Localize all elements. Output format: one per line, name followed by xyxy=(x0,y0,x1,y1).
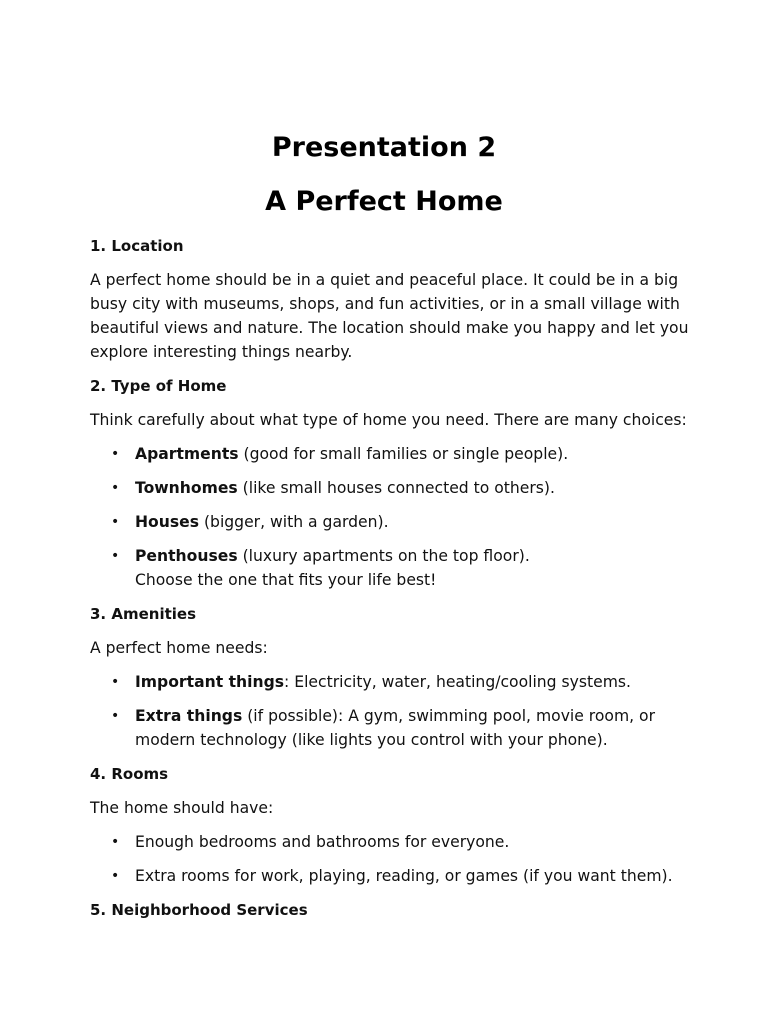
list-item xyxy=(90,544,690,592)
document-subtitle: A Perfect Home xyxy=(265,186,503,217)
list-item-term: Townhomes xyxy=(135,479,238,497)
list-item xyxy=(90,510,690,534)
list-item-text: Extra rooms for work, playing, reading, or games (if you want them). xyxy=(135,867,673,885)
bullet-list xyxy=(90,442,690,592)
list-item-text: Enough bedrooms and bathrooms for everyone. xyxy=(135,833,510,851)
bullet-icon: • xyxy=(111,674,120,690)
bullet-list xyxy=(90,830,690,888)
bullet-icon: • xyxy=(111,868,120,884)
section-rooms xyxy=(90,762,690,888)
list-item-note: Choose the one that fits your life best! xyxy=(135,571,437,589)
list-item-text: (like small houses connected to others). xyxy=(237,479,555,497)
list-item-text: (luxury apartments on the top floor). xyxy=(237,547,530,565)
section-type-of-home xyxy=(90,374,690,592)
list-item-text: (bigger, with a garden). xyxy=(199,513,389,531)
list-item-term: Penthouses xyxy=(135,547,238,565)
section-heading: 5. Neighborhood Services xyxy=(90,901,308,919)
list-item xyxy=(90,830,690,854)
list-item-text: (if possible): A gym, swimming pool, movie room, or modern technology (like lights you control with your phone). xyxy=(135,707,656,749)
list-item-term: Extra things xyxy=(135,707,243,725)
list-item-term: Houses xyxy=(135,513,200,531)
bullet-icon: • xyxy=(111,708,120,724)
section-paragraph: A perfect home needs: xyxy=(90,639,268,657)
bullet-icon: • xyxy=(111,514,120,530)
bullet-list xyxy=(90,670,690,752)
bullet-icon: • xyxy=(111,834,120,850)
list-item xyxy=(90,864,690,888)
section-amenities xyxy=(90,602,690,752)
list-item-term: Apartments xyxy=(135,445,239,463)
section-paragraph: A perfect home should be in a quiet and peaceful place. It could be in a big busy city with museums, shops, and fun activities, or in a small village with beautiful views and nature. The location should make you happy and let you explore interesting things nearby. xyxy=(90,271,689,361)
document-body xyxy=(90,234,690,932)
list-item-term: Important things xyxy=(135,673,285,691)
list-item xyxy=(90,670,690,694)
section-paragraph: The home should have: xyxy=(90,799,274,817)
list-item-text: : Electricity, water, heating/cooling systems. xyxy=(284,673,631,691)
section-neighborhood-services xyxy=(90,898,690,922)
list-item xyxy=(90,442,690,466)
section-heading: 4. Rooms xyxy=(90,765,169,783)
section-location xyxy=(90,234,690,364)
list-item-text: (good for small families or single people). xyxy=(238,445,569,463)
list-item xyxy=(90,476,690,500)
bullet-icon: • xyxy=(111,548,120,564)
section-heading: 3. Amenities xyxy=(90,605,197,623)
section-heading: 2. Type of Home xyxy=(90,377,227,395)
bullet-icon: • xyxy=(111,446,120,462)
section-heading: 1. Location xyxy=(90,237,184,255)
document-title: Presentation 2 xyxy=(271,132,497,163)
list-item xyxy=(90,704,690,752)
bullet-icon: • xyxy=(111,480,120,496)
section-paragraph: Think carefully about what type of home you need. There are many choices: xyxy=(90,411,687,429)
